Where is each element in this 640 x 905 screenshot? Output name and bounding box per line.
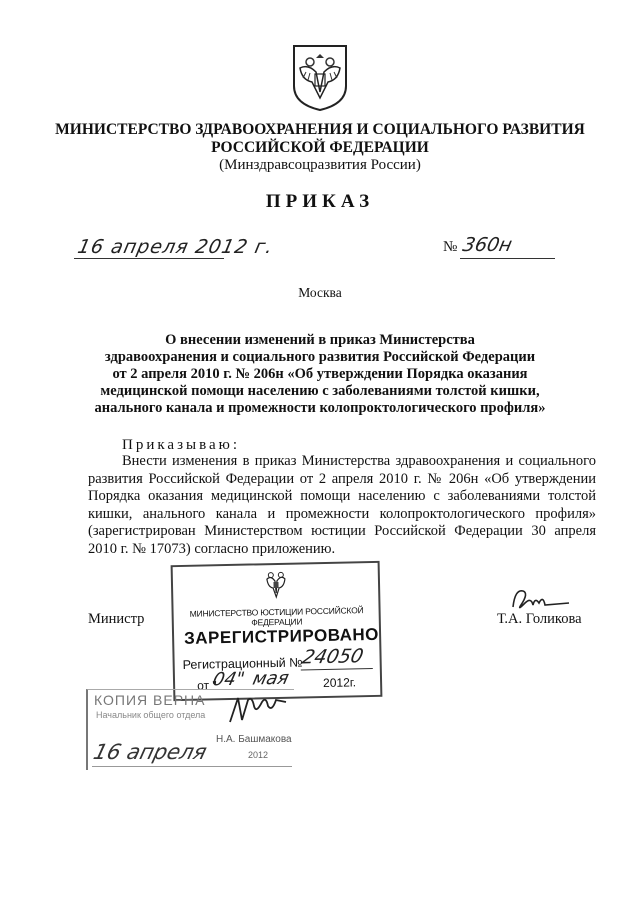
stamp-registered-label: ЗАРЕГИСТРИРОВАНО: [183, 624, 380, 648]
subject-line: от 2 апреля 2010 г. № 206н «Об утверждении Порядка оказания: [112, 366, 528, 382]
copy-stamp-date: 16 апреля: [91, 740, 210, 764]
stamp-year: 2012г.: [322, 675, 357, 691]
stamp-coat-of-arms-icon: [261, 569, 292, 602]
order-number-label: №: [443, 239, 458, 255]
subject-line: медицинской помощи населению с заболеваниями толстой кишки,: [100, 383, 540, 399]
ministry-name: [0, 121, 640, 157]
registration-stamp: [171, 561, 383, 701]
copy-stamp-name: Н.А. Башмакова: [216, 734, 292, 745]
body-paragraph: Внести изменения в приказ Министерства здравоохранения и социального развития Российской Федерации от 2 апреля 2010 г. № 206н «Об утверждении Порядка оказания медицинской помощи населению с заболеваниями толстой кишки, анального канала и промежности колопроктологического профиля» (зарегистрирован Министерством юстиции Российской Федерации 30 апреля 2010 г. № 17073) согласно приложению.: [88, 453, 596, 557]
city: Москва: [298, 285, 342, 300]
order-number: 360н: [460, 234, 515, 256]
subject-line: О внесении изменений в приказ Министерства: [165, 332, 475, 348]
stamp-day: 04": [210, 668, 247, 691]
ministry-short-name: (Минздравсоцразвития России): [219, 157, 421, 173]
stamp-from-label: от ": [196, 678, 217, 693]
stamp-ministry-name: МИНИСТЕРСТВО ЮСТИЦИИ РОССИЙСКОЙ ФЕДЕРАЦИИ: [189, 605, 364, 628]
subject-line: здравоохранения и социального развития Российской Федерации: [104, 349, 536, 365]
ministry-name-line1: МИНИСТЕРСТВО ЗДРАВООХРАНЕНИЯ И СОЦИАЛЬНОГО РАЗВИТИЯ: [55, 121, 585, 138]
ministry-name-line2: РОССИЙСКОЙ ФЕДЕРАЦИИ: [211, 139, 429, 156]
subject-line: анального канала и промежности колопроктологического профиля»: [94, 400, 546, 416]
copy-stamp-label: КОПИЯ ВЕРНА: [94, 692, 206, 708]
signatory-title: Министр: [88, 611, 145, 627]
stamp-registration-number: 24050: [300, 645, 366, 669]
orders-word: Приказываю:: [122, 437, 240, 453]
copy-certification-stamp: [86, 689, 294, 770]
number-underline: [460, 258, 555, 259]
signatory-name: Т.А. Голикова: [497, 611, 582, 627]
stamp-number-underline: [301, 668, 373, 671]
copy-stamp-department: Начальник общего отдела: [96, 710, 206, 720]
date-underline: [74, 258, 224, 259]
order-subject: [0, 332, 640, 417]
order-date: 16 апреля 2012 г.: [75, 236, 276, 258]
stamp-month: мая: [250, 667, 291, 690]
coat-of-arms-icon: [288, 42, 352, 112]
copy-stamp-year: 2012: [248, 750, 269, 760]
copy-stamp-underline: [92, 766, 292, 767]
stamp-registration-number-label: Регистрационный №: [182, 655, 303, 672]
document-type-title: ПРИКАЗ: [265, 191, 375, 212]
copy-signature-icon: [226, 692, 290, 728]
